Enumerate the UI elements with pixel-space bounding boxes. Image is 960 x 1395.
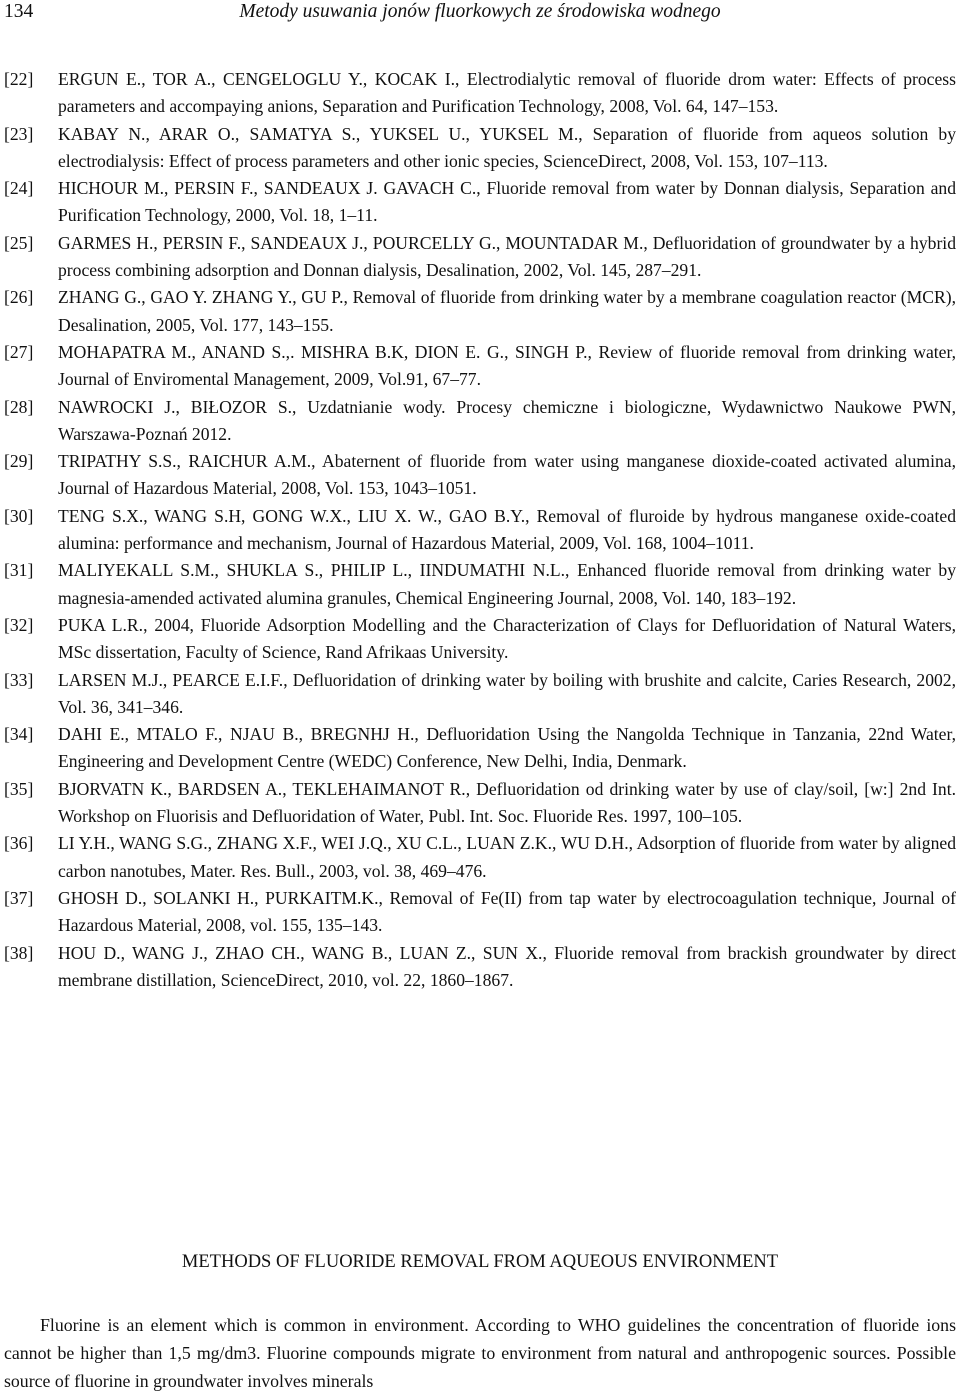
body-paragraph: Fluorine is an element which is common in environment. According to WHO guidelines the concentration of fluoride ions cannot be higher than 1,5 mg/dm3. Fluorine compounds migrate to environment from natural and anthropogenic sources. Possible source of fluorine in groundwater involves minerals — [4, 1315, 956, 1391]
reference-number: [38] — [4, 942, 34, 963]
reference-text: BJORVATN K., BARDSEN A., TEKLEHAIMANOT R., Defluoridation od drinking water by use of clay/soil, [w:] 2nd Int. Workshop on Fluorisis and Defluoridation of Water, Publ. Int. Soc. Fluoride Res. 1997, 100–105. — [58, 778, 956, 827]
reference-text: TENG S.X., WANG S.H, GONG W.X., LIU X. W., GAO B.Y., Removal of fluroide by hydrous manganese oxide-coated alumina: performance and mechanism, Journal of Hazardous Material, 2009, Vol. 168, 1004–1011. — [58, 505, 956, 554]
reference-item — [4, 557, 956, 612]
reference-number: [26] — [4, 287, 34, 308]
reference-text: DAHI E., MTALO F., NJAU B., BREGNHJ H., Defluoridation Using the Nangolda Technique in Tanzania, 22nd Water, Engineering and Development Centre (WEDC) Conference, New Delhi, India, Denmark. — [58, 724, 956, 772]
reference-item — [4, 284, 956, 339]
reference-number: [30] — [4, 505, 34, 526]
reference-text: TRIPATHY S.S., RAICHUR A.M., Abaternent of fluoride from water using manganese dioxide-coated activated alumina, Journal of Hazardous Material, 2008, Vol. 153, 1043–1051. — [58, 451, 956, 499]
reference-number: [34] — [4, 724, 34, 745]
reference-item — [4, 721, 956, 776]
reference-text: LI Y.H., WANG S.G., ZHANG X.F., WEI J.Q., XU C.L., LUAN Z.K., WU D.H., Adsorption of fluoride from water by aligned carbon nanotubes, Mater. Res. Bull., 2003, vol. 38, 469–476. — [58, 833, 956, 881]
reference-number: [33] — [4, 669, 34, 690]
reference-list — [4, 66, 956, 994]
section-title: METHODS OF FLUORIDE REMOVAL FROM AQUEOUS ENVIRONMENT — [181, 1252, 779, 1272]
reference-item — [4, 667, 956, 722]
reference-text: KABAY N., ARAR O., SAMATYA S., YUKSEL U., YUKSEL M., Separation of fluoride from aqueos solution by electrodialysis: Effect of process parameters and other ionic species, ScienceDirect, 2008, Vol. 153, 107–113. — [58, 123, 956, 171]
reference-text: NAWROCKI J., BIŁOZOR S., Uzdatnianie wody. Procesy chemiczne i biologiczne, Wydawnictwo Naukowe PWN, Warszawa-Poznań 2012. — [58, 396, 956, 444]
reference-item — [4, 66, 956, 121]
reference-item — [4, 940, 956, 995]
reference-number: [27] — [4, 341, 34, 362]
reference-number: [37] — [4, 887, 34, 908]
reference-text: LARSEN M.J., PEARCE E.I.F., Defluoridation of drinking water by boiling with brushite and calcite, Caries Research, 2002, Vol. 36, 341–346. — [58, 669, 956, 717]
reference-number: [29] — [4, 451, 34, 472]
running-title: Metody usuwania jonów fluorkowych ze środowiska wodnego — [239, 1, 721, 22]
reference-text: HICHOUR M., PERSIN F., SANDEAUX J. GAVACH C., Fluoride removal from water by Donnan dialysis, Separation and Purification Technology, 2000, Vol. 18, 1–11. — [58, 178, 956, 226]
reference-number: [24] — [4, 178, 34, 199]
reference-item — [4, 394, 956, 449]
reference-item — [4, 503, 956, 558]
page-header — [0, 0, 960, 24]
page-number: 134 — [4, 1, 34, 22]
reference-text: MOHAPATRA M., ANAND S.,. MISHRA B.K, DION E. G., SINGH P., Review of fluoride removal from drinking water, Journal of Enviromental Management, 2009, Vol.91, 67–77. — [58, 341, 956, 390]
reference-number: [28] — [4, 396, 34, 417]
reference-item — [4, 230, 956, 285]
reference-number: [23] — [4, 123, 34, 144]
reference-text: PUKA L.R., 2004, Fluoride Adsorption Modelling and the Characterization of Clays for Defluoridation of Natural Waters, MSc dissertation, Faculty of Science, Rand Afrikaas University. — [58, 614, 956, 663]
reference-item — [4, 612, 956, 667]
reference-text: HOU D., WANG J., ZHAO CH., WANG B., LUAN Z., SUN X., Fluoride removal from brackish groundwater by direct membrane distillation, ScienceDirect, 2010, vol. 22, 1860–1867. — [58, 942, 956, 990]
reference-text: ERGUN E., TOR A., CENGELOGLU Y., KOCAK I., Electrodialytic removal of fluoride drom water: Effects of process parameters and accompaying anions, Separation and Purification Technology, 2008, Vol. 64, 147–153. — [58, 69, 956, 117]
reference-item — [4, 339, 956, 394]
reference-item — [4, 885, 956, 940]
reference-number: [31] — [4, 560, 34, 581]
reference-text: GHOSH D., SOLANKI H., PURKAITM.K., Removal of Fe(II) from tap water by electrocoagulation technique, Journal of Hazardous Material, 2008, vol. 155, 135–143. — [58, 887, 956, 936]
reference-item — [4, 830, 956, 885]
reference-item — [4, 121, 956, 176]
reference-number: [22] — [4, 69, 34, 89]
reference-number: [32] — [4, 614, 34, 635]
reference-number: [25] — [4, 232, 34, 253]
reference-number: [36] — [4, 833, 34, 854]
reference-item — [4, 448, 956, 503]
reference-item — [4, 776, 956, 831]
reference-text: ZHANG G., GAO Y. ZHANG Y., GU P., Removal of fluoride from drinking water by a membrane coagulation reactor (MCR), Desalination, 2005, Vol. 177, 143–155. — [58, 287, 956, 335]
reference-number: [35] — [4, 778, 34, 799]
reference-item — [4, 175, 956, 230]
reference-text: GARMES H., PERSIN F., SANDEAUX J., POURCELLY G., MOUNTADAR M., Defluoridation of groundwater by a hybrid process combining adsorption and Donnan dialysis, Desalination, 2002, Vol. 145, 287–291. — [58, 232, 956, 281]
reference-text: MALIYEKALL S.M., SHUKLA S., PHILIP L., IINDUMATHI N.L., Enhanced fluoride removal from drinking water by magnesia-amended activated alumina granules, Chemical Engineering Journal, 2008, Vol. 140, 183–192. — [58, 560, 956, 608]
